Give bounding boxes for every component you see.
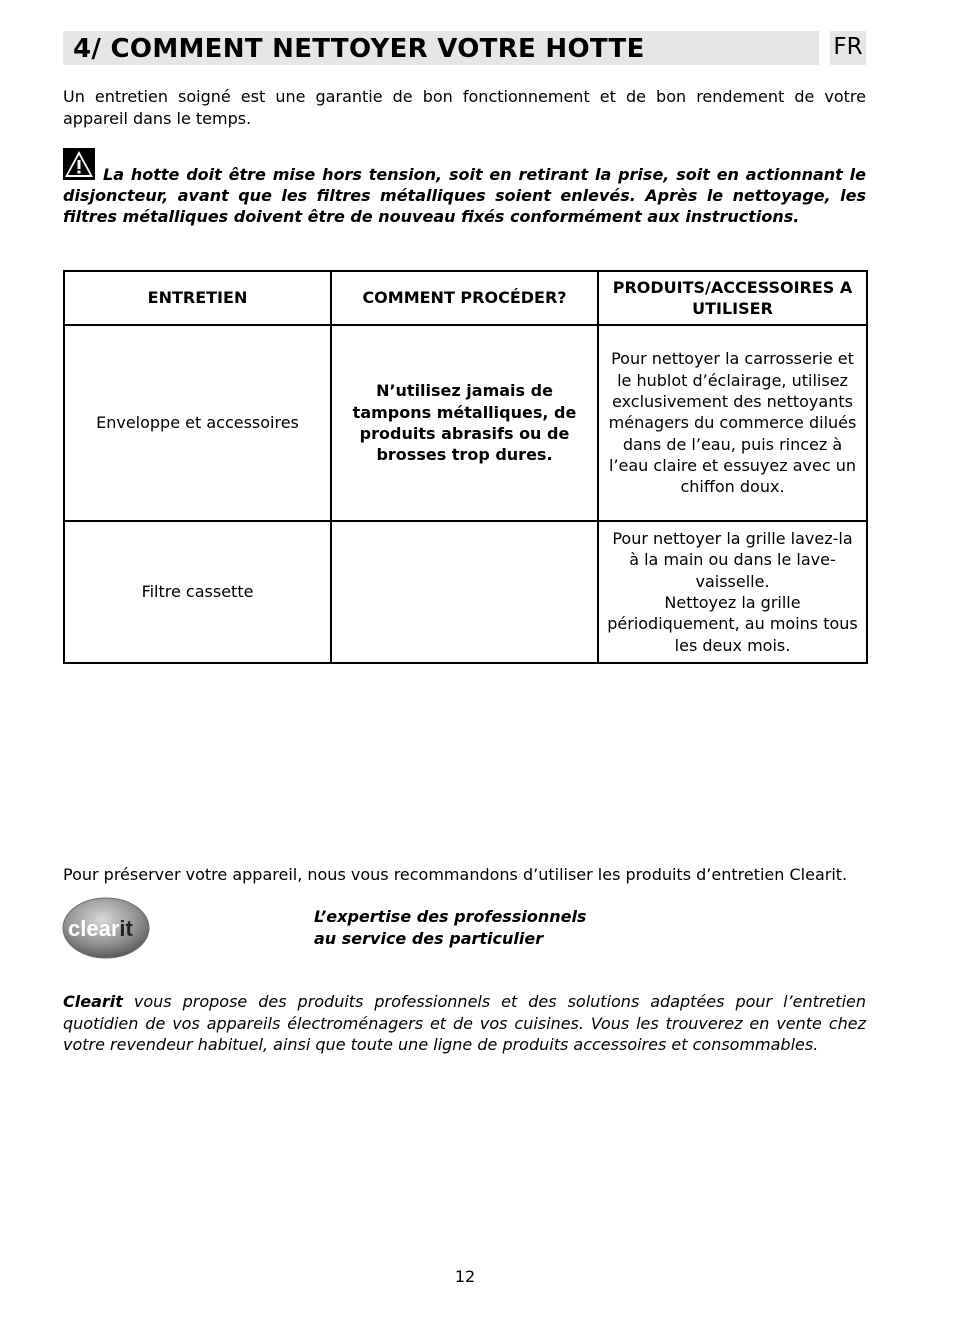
safety-warning-text: La hotte doit être mise hors tension, soit en retirant la prise, soit en actionnant le disjoncteur, avant que les filtres métalliques soient enlevés. Après le nettoyage, les filtres métalliques doivent être de nouveau fixés conformément aux instructions. <box>63 165 866 226</box>
page-number: 12 <box>454 1267 476 1286</box>
logo-text: clear <box>68 916 120 941</box>
clearit-paragraph <box>63 991 866 1056</box>
column-header-entretien: ENTRETIEN <box>64 271 331 325</box>
cell-products <box>598 521 867 663</box>
cell-item: Filtre cassette <box>64 521 331 663</box>
clearit-description: vous propose des produits professionnels et des solutions adaptées pour l’entretien quotidien de vos appareils électroménagers et de vos cuisines. Vous les trouverez en vente chez votre revendeur habituel, ainsi que toute une ligne de produits accessoires et consommables. <box>63 992 866 1054</box>
table-row <box>64 521 867 663</box>
column-header-produits: PRODUITS/ACCESSOIRES A UTILISER <box>598 271 867 325</box>
maintenance-table <box>63 270 868 664</box>
recommendation-text: Pour préserver votre appareil, nous vous recommandons d’utiliser les produits d’entretien Clearit. <box>63 865 848 884</box>
cell-products: Pour nettoyer la carrosserie et le hublot d’éclairage, utilisez exclusivement des nettoyants ménagers du commerce dilués dans de l’eau, puis rincez à l’eau claire et essuyez avec un chiffon doux. <box>598 325 867 521</box>
cell-how <box>331 521 598 663</box>
column-header-comment-proceder: COMMENT PROCÉDER? <box>331 271 598 325</box>
language-badge: FR <box>830 31 866 65</box>
clearit-brand: Clearit <box>63 992 123 1011</box>
intro-paragraph: Un entretien soigné est une garantie de bon fonctionnement et de bon rendement de votre appareil dans le temps. <box>63 87 866 128</box>
logo-text-accent: it <box>119 916 133 941</box>
table-header-row <box>64 271 867 325</box>
page-title: 4/ COMMENT NETTOYER VOTRE HOTTE <box>73 34 645 64</box>
cell-products-line: Pour nettoyer la grille lavez-la à la main ou dans le lave-vaisselle. <box>612 529 853 591</box>
clearit-slogan <box>314 906 586 949</box>
slogan-line: L’expertise des professionnels <box>314 907 587 926</box>
table-row <box>64 325 867 521</box>
svg-text:clearit <box>68 916 134 941</box>
section-title-bar <box>63 31 819 65</box>
slogan-line: au service des particulier <box>314 928 544 948</box>
cell-item: Enveloppe et accessoires <box>64 325 331 521</box>
cell-how: N’utilisez jamais de tampons métalliques, de produits abrasifs ou de brosses trop dures. <box>331 325 598 521</box>
cell-products-line: Nettoyez la grille périodiquement, au moins tous les deux mois. <box>607 593 858 655</box>
clearit-logo <box>62 897 150 959</box>
